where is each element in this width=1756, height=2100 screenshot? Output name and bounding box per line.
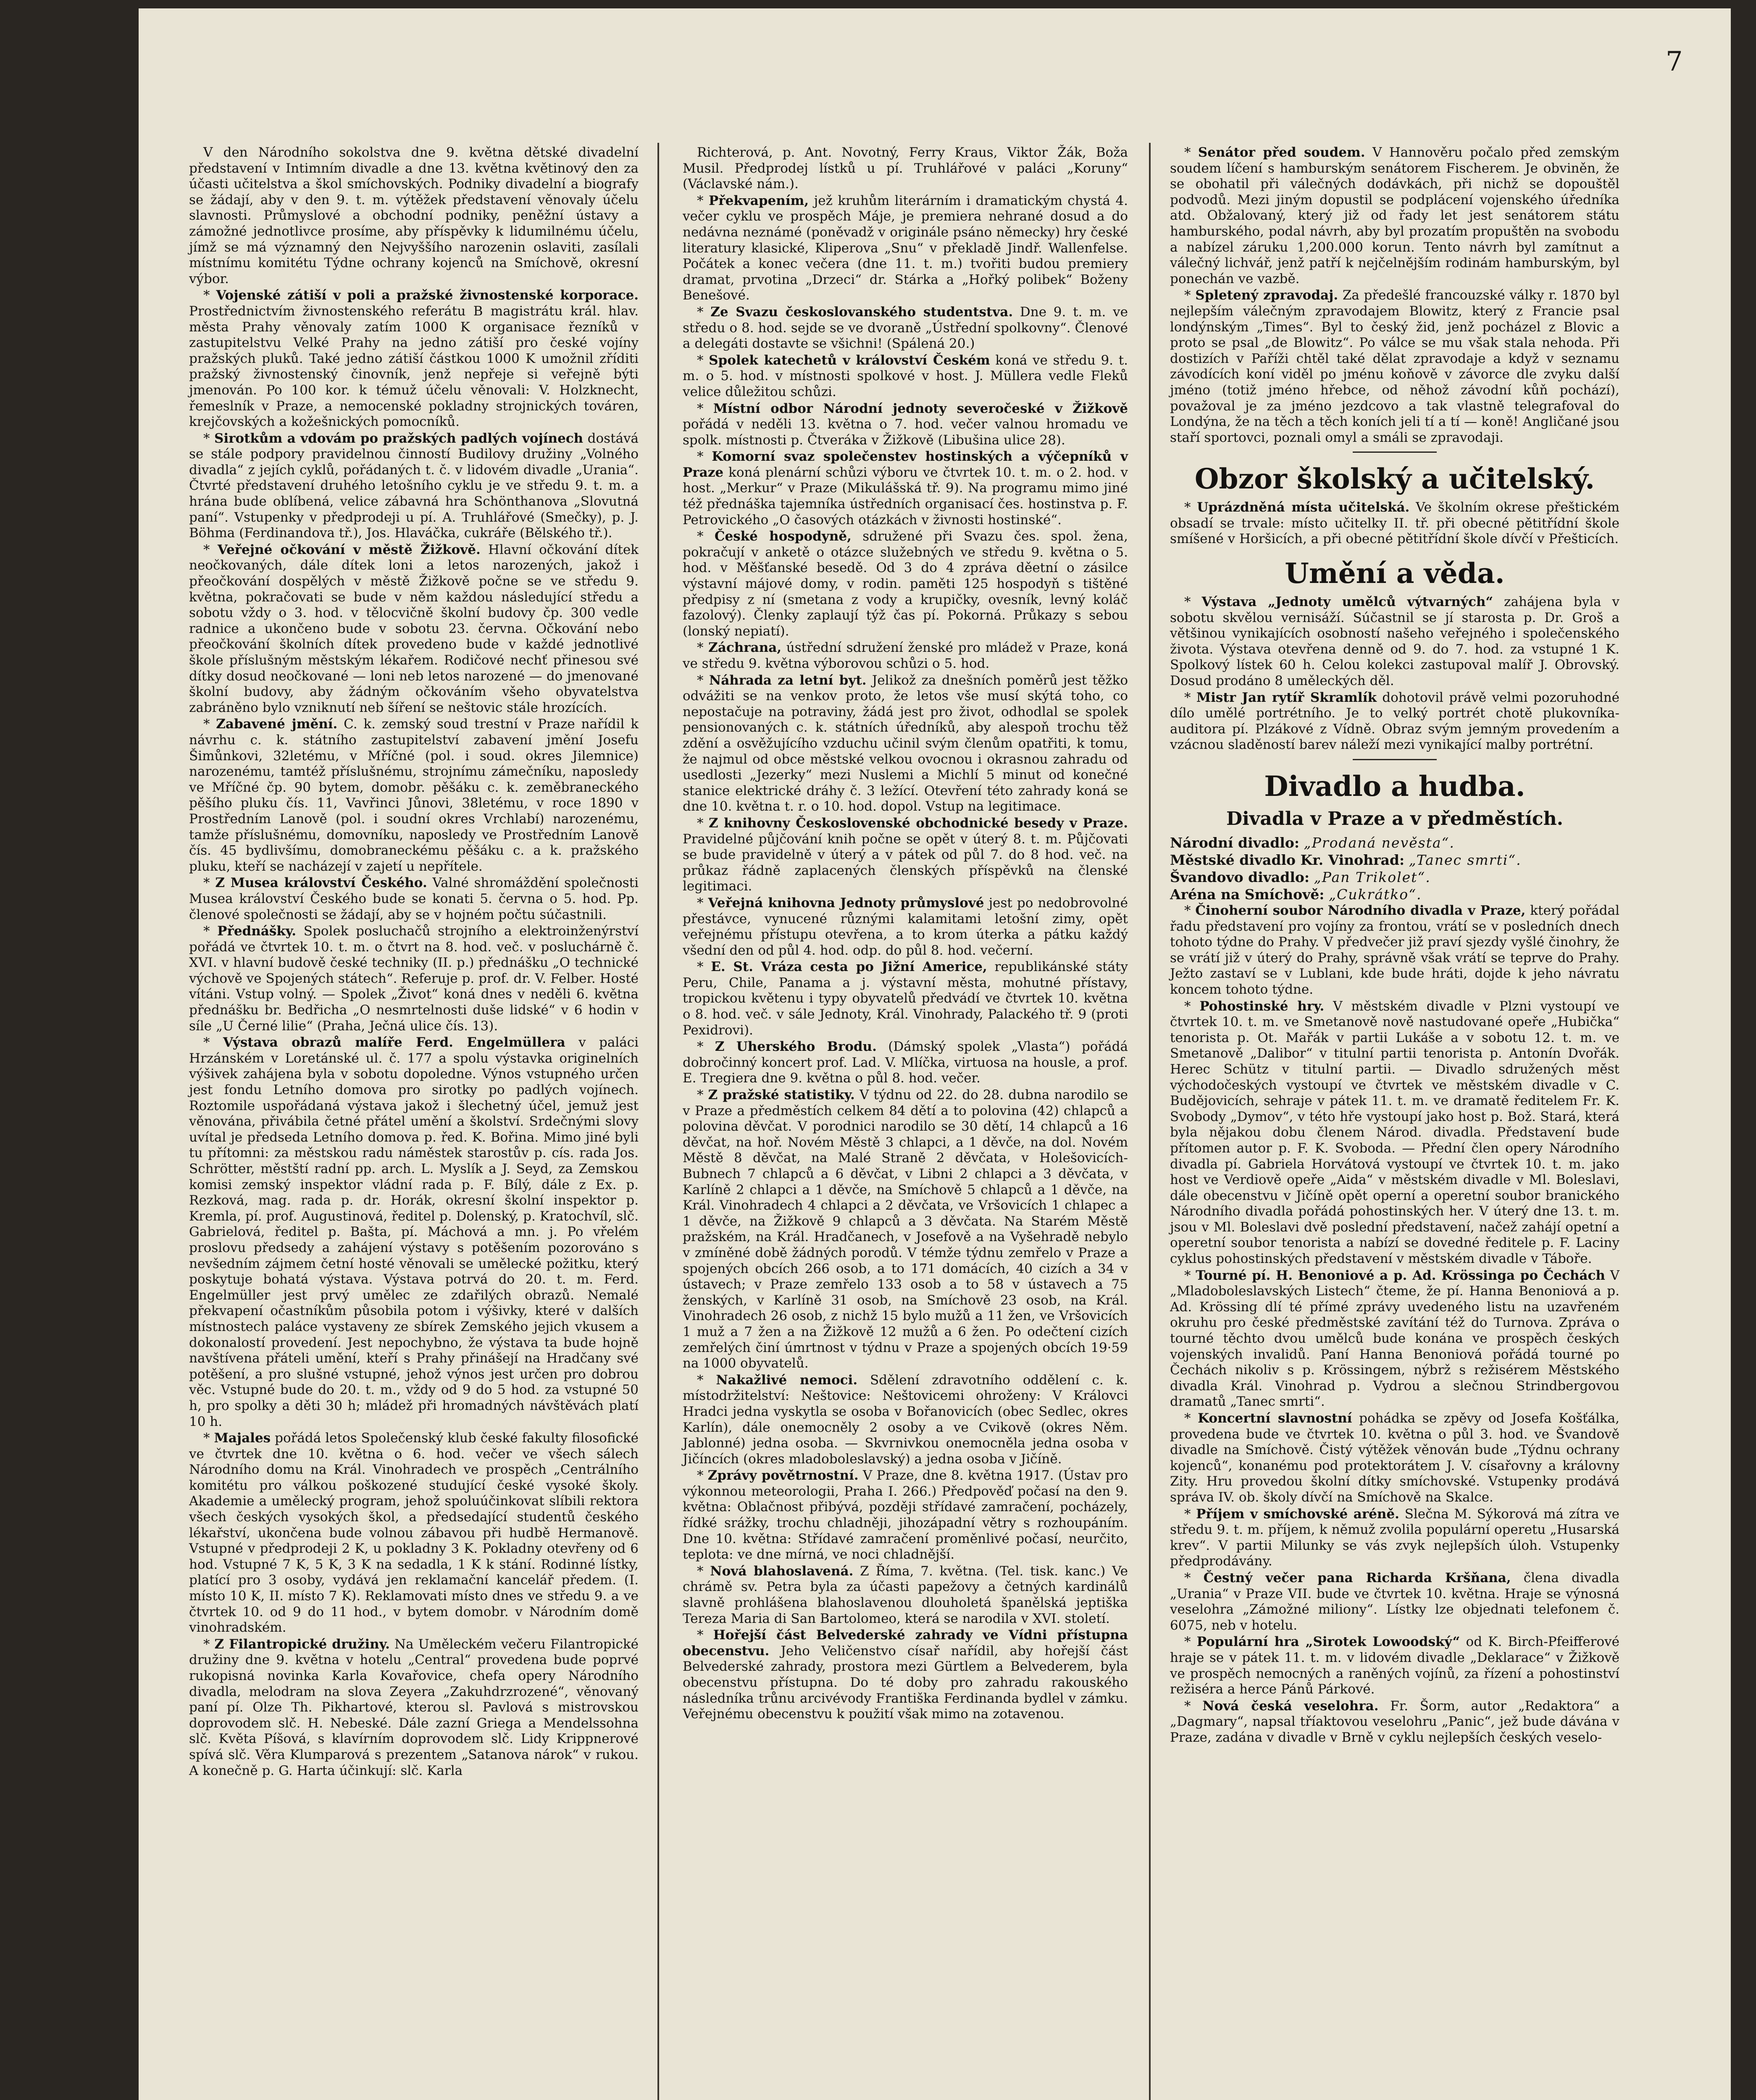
section-heading: Divadlo a hudba. [1264,770,1525,803]
news-item: * Z knihovny Československé obchodnické besedy v Praze. Pravidelné půjčování knih počne se opět v úterý 8. t. m. Půjčovati se bude pravidelně v úterý a v pátek od půl 7. do 8 hod. več. na průkaz řádně zaplacených členských příspěvků na členské legitimaci. [683,815,1128,894]
theatre-listing [1170,886,1619,903]
news-item-heading: Spletený zpravodaj. [1195,288,1338,303]
theatre-name: Aréna na Smíchově: [1170,886,1325,903]
news-item-body: Richterová, p. Ant. Novotný, Ferry Kraus, Viktor Žák, Boža Musil. Předprodej lístků u pí. Truhlářové v paláci „Koruny“ (Václavské nám.). [683,145,1128,192]
section-divider [1353,452,1437,453]
news-item: * Záchrana, ústřední sdružení ženské pro mládež v Praze, koná ve středu 9. května výborovou schůzi o 5. hod. [683,640,1128,671]
news-item-body: sdružené při Svazu čes. spol. žena, pokračují v anketě o otázce služebných ve středu 9. května o 5. hod. v Měšťanské besedě. Od 3 do 4 zpráva děetní o zásilce výstavní májové domy, v rodin. paměti 125 hospodyň s tištěné předpisy z ní (smetana z vody a krupičky, ovesník, levný koláč fazolový). Členky zaplaují týž čas pí. Pokorná. Průkazy s sebou (lonský nepiatí). [683,529,1128,639]
news-item-heading: Mistr Jan rytíř Skramlík [1196,690,1377,705]
news-item: * Sirotkům a vdovám po pražských padlých vojínech dostává se stále podpory pravidelnou činností Budilovy družiny „Volného divadla“ z jejích cyklů, pořádaných t. č. v lidovém divadle „Urania“. Čtvrté představení druhého letošního cyklu je ve středu 9. t. m. a hrána bude oblíbená, velice zábavná hra Schönthanova „Slovutná paní“. Vstupenky v předprodeji u pí. A. Truhlářové (Smečky), p. J. Böhma (Ferdinandova tř.), Jos. Hlaváčka, cukráře (Bělského tř.). [189,430,639,541]
news-item-heading: České hospodyně, [714,529,852,544]
news-item-body: pohádka se zpěvy od Josefa Košťálka, provedena bude ve čtvrtek 10. května o půl 3. hod. ve Švandově divadle na Smíchově. Čistý výtěžek věnován bude „Týdnu ochrany kojenců“, konanému pod protektorátem J. V. císařovny a královny Zity. Hru provedou školní dítky smíchovské. Vstupenky prodává správa IV. ob. školy dívčí na Smíchově na Skalce. [1170,1411,1619,1505]
news-item-heading: Náhrada za letní byt. [709,672,867,688]
theatre-listing [1170,869,1619,886]
news-item: * České hospodyně, sdružené při Svazu čes. spol. žena, pokračují v anketě o otázce služebných ve středu 9. května o 5. hod. v Měšťanské besedě. Od 3 do 4 zpráva děetní o zásilce výstavní májové domy, v rodin. paměti 125 hospodyň s tištěné předpisy z ní (smetana z vody a krupičky, ovesník, levný koláč fazolový). Členky zaplaují týž čas pí. Pokorná. Průkazy s sebou (lonský nepiatí). [683,529,1128,639]
news-item: * Činoherní soubor Národního divadla v Praze, který pořádal řadu představení pro vojíny za frontou, vrátí se v posledních dnech tohoto týdne do Prahy. V předvečer již praví sjezdy vyšlé činohry, že se vrátí již v úterý do Prahy, správně však vrátí se teprve do Prahy. Ježto zastaví se v Lublani, kde bude hráti, dojde k jeho návratu koncem tohoto týdne. [1170,903,1620,997]
news-item: * Mistr Jan rytíř Skramlík dohotovil právě velmi pozoruhodné dílo umělé portrétního. Je to velký portrét chotě plukovníka-auditora pí. Plzákové z Vídně. Obraz svým jemným provedením a vzácnou sladěností barev náleží mezi vynikající malby portrétní. [1170,690,1620,753]
news-item-body: pořádá v neděli 13. května o 7. hod. večer valnou hromadu ve spolk. místnosti p. Čtveráka v Žižkově (Libušina ulice 28). [683,417,1128,448]
news-item: * Z pražské statistiky. V týdnu od 22. do 28. dubna narodilo se v Praze a předměstích celkem 84 dětí a to polovina (42) chlapců a polovina děvčat. V porodnici narodilo se 30 dětí, 14 chlapců a 16 děvčat, na hoř. Novém Městě 3 chlapci, a 1 děvče, na dol. Novém Městě 8 děvčat, na Malé Straně 2 děvčata, v Holešovicích-Bubnech 7 chlapců a 6 děvčat, v Libni 2 chlapci a 3 děvčata, v Karlíně 2 chlapci a 1 děvče, na Smíchově 5 chlapců a 1 děvče, na Král. Vinohradech 4 chlapci a 2 děvčata, ve Vršovicích 1 chlapec a 1 děvče, na Žižkově 9 chlapců a 3 děvčata. Na Starém Městě pražském, na Král. Hradčanech, v Josefově a na Vyšehradě nebylo v zmíněné době žádných porodů. V témže týdnu zemřelo v Praze a spojených obcích 266 osob, a to 171 domácích, 40 cizích a 34 v ústavech; v Praze zemřelo 133 osob a to 58 v ústavech a 75 ženských, v Karlíně 31 osob, na Smíchově 23 osob, na Král. Vinohradech 26 osob, z nichž 15 bylo mužů a 11 žen, ve Vršovicích 1 muž a 7 žen a na Žižkově 12 mužů a 6 žen. Po odečtení cizích zemřelých činí úmrtnost v týdnu v Praze a spojených obcích 19·59 na 1000 obyvatelů. [683,1087,1128,1371]
theatre-name: Městské divadlo Kr. Vinohrad: [1170,852,1405,868]
news-item-body: Ve školním okrese přeštickém obsadí se trvale: místo učitelky II. tř. při obecné pětitřídní škole smíšené v Horšicích, a při obecné pětitřídní škole dívčí v Přešticích. [1170,500,1619,547]
news-item [683,145,1128,192]
play-title: „Prodaná nevěsta“. [1304,835,1455,851]
news-item: * Spletený zpravodaj. Za předešlé francouzské války r. 1870 byl nejlepším válečným zpravodajem Blowitz, který z Francie psal londýnským „Times“. Byl to český žid, jenž pocházel z Blovic a proto se psal „de Blowitz“. Po válce se mu však stala nehoda. Při dostizích v Paříži chtěl také dělat zpravodaje a když v seznamu závodících koní viděl po jménu koňově v závorce dle zvyku další jméno (totiž jméno hřebce, od něhož závodní kůň pochází), považoval je za jméno jezdcovo a tak vlastně telegrafoval do Londýna, že na těch a těch koních jeli tí a tí — koně! Angličané jsou staří sportovci, poznali omyl a smáli se zpravodaji. [1170,288,1620,445]
news-item-heading: Vojenské zátiší v poli a pražské živnostenské korporace. [216,288,639,303]
news-item-body: Prostřednictvím živnostenského referátu B magistrátu král. hlav. města Prahy věnovaly zatím 1000 K organisace řezníků v zastupitelstvu Velké Prahy na jedno zátiší pro české vojíny pražských pluků. Také jedno zátiší částkou 1000 K umožnil zříditi pražský živnostenský činovník, jenž nepřeje si veřejně býti jmenován. Po 100 kor. k témuž účelu věnovali: V. Holzknecht, řemeslník v Praze, a nemocenské pokladny strojnických továren, krejčovských a kožešnických pomocníků. [189,303,639,430]
news-item-heading: Výstava „Jednoty umělců výtvarných“ [1201,594,1493,610]
news-item: * Spolek katechetů v království Českém koná ve středu 9. t. m. o 5. hod. v místnosti spolkové v host. J. Müllera vedle Fleků velice důležitou schůzi. [683,352,1128,399]
news-item: * Uprázdněná místa učitelská. Ve školním okrese přeštickém obsadí se trvale: místo učitelky II. tř. při obecné pětitřídní škole smíšené v Horšicích, a při obecné pětitřídní škole dívčí v Přešticích. [1170,500,1619,547]
news-item: * Náhrada za letní byt. Jelikož za dnešních poměrů jest těžko odvážiti se na venkov proto, že letos vše musí skýtá toho, co nepostačuje na potraviny, žádá jest pro život, odhodlal se spolek pensionovaných c. k. státních úředníků, aby alespoň trochu těž zdění a osvěžujícího vzduchu učinil svým členům opatřiti, k tomu, že najmul od obce městské velkou ovocnou i okrasnou zahradu od usedlosti „Jezerky“ mezi Nuslemi a Michlí 5 minut od konečné stanice elektrické dráhy č. 3 ležící. Otevření této zahrady koná se dne 10. května t. r. o 10. hod. dopol. Vstup na legitimace. [683,672,1128,814]
news-item-heading: Spolek katechetů v království Českém [709,352,990,368]
news-item-body: ústřední sdružení ženské pro mládež v Praze, koná ve středu 9. května výborovou schůzi o 5. hod. [683,640,1128,671]
news-item-body: Pravidelné půjčování knih počne se opět v úterý 8. t. m. Půjčovati se bude pravidelně v úterý a v pátek od půl 7. do 8 hod. več. na průkaz řádně zaplacených členských příspěvků na členské legitimaci. [683,831,1128,894]
news-item-body: Za předešlé francouzské války r. 1870 byl nejlepším válečným zpravodajem Blowitz, který z Francie psal londýnským „Times“. Byl to český žid, jenž pocházel z Blovic a proto se psal „de Blowitz“. Po válce se mu však stala nehoda. Při dostizích v Paříži chtěl také dělat zpravodaje a když v seznamu závodících koní viděl po jménu koňově v závorce dle zvyku další jméno (totiž jméno hřebce, od něhož závodní kůň pochází), považoval je za jméno jezdcovo a tak vlastně telegrafoval do Londýna, že na těch a těch koních jeli tí a tí — koně! Angličané jsou staří sportovci, poznali omyl a smáli se zpravodaji. [1170,288,1620,445]
news-item-body: jest po nedobrovolné přestávce, vynucené různými kalamitami letošní zimy, opět veřejnému přístupu otevřena, a to krom úterka a pátku každý všední den od půl 4. hod. odp. do půl 8. hod. večerní. [683,895,1128,958]
news-item: * Výstava „Jednoty umělců výtvarných“ zahájena byla v sobotu skvělou vernisáží. Súčastnil se jí starosta p. Dr. Groš a většinou vynikajících osobností našeho veřejného i společenského života. Výstava otevřena denně od 9. do 7. hod. za vstupné 1 K. Spolkový lístek 60 h. Celou kolekci zastupoval malíř J. Obrovský. Dosud prodáno 8 uměleckých děl. [1170,594,1619,689]
news-item: * Z Uherského Brodu. (Dámský spolek „Vlasta“) pořádá dobročinný koncert prof. Lad. V. Mlíčka, virtuosa na housle, a prof. E. Tregiera dne 9. května o půl 8. hod. večer. [683,1039,1128,1086]
news-item-heading: Senátor před soudem. [1198,145,1365,160]
news-item-body: dostává se stále podpory pravidelnou činností Budilovy družiny „Volného divadla“ z jejích cyklů, pořádaných t. č. v lidovém divadle „Urania“. Čtvrté představení druhého letošního cyklu je ve středu 9. t. m. a hrána bude oblíbená, velice zábavná hra Schönthanova „Slovutná paní“. Vstupenky v předprodeji u pí. A. Truhlářové (Smečky), p. J. Böhma (Ferdinandova tř.), Jos. Hlaváčka, cukráře (Bělského tř.). [189,430,639,541]
news-item-body: Spolek posluchačů strojního a elektroinženýrství pořádá ve čtvrtek 10. t. m. o čtvrt na 8. hod. več. v posluchárně č. XVI. v hlavní budově české techniky (II. p.) přednášku „O technické výchově ve Spojených státech“. Referuje p. prof. dr. V. Felber. Hosté vítáni. Vstup volný. — Spolek „Život“ koná dnes v neděli 6. května přednášku br. Bedřicha „O nesmrtelnosti duše lidské“ v 6 hodin v síle „U Černé lilie“ (Praha, Ječná ulice čís. 13). [189,924,639,1034]
news-item-body: V týdnu od 22. do 28. dubna narodilo se v Praze a předměstích celkem 84 dětí a to polovina (42) chlapců a polovina děvčat. V porodnici narodilo se 30 dětí, 14 chlapců a 16 děvčat, na hoř. Novém Městě 3 chlapci, a 1 děvče, na dol. Novém Městě 8 děvčat, na Malé Straně 2 děvčata, v Holešovicích-Bubnech 7 chlapců a 6 děvčat, v Libni 2 chlapci a 3 děvčata, v Karlíně 2 chlapci a 1 děvče, na Smíchově 5 chlapců a 1 děvče, na Král. Vinohradech 4 chlapci a 2 děvčata, ve Vršovicích 1 chlapec a 1 děvče, na Žižkově 9 chlapců a 3 děvčata. Na Starém Městě pražském, na Král. Hradčanech, v Josefově a na Vyšehradě nebylo v zmíněné době žádných porodů. V témže týdnu zemřelo v Praze a spojených obcích 266 osob, a to 171 domácích, 40 cizích a 34 v ústavech; v Praze zemřelo 133 osob a to 58 v ústavech a 75 ženských, v Karlíně 31 osob, na Smíchově 23 osob, na Král. Vinohradech 26 osob, z nichž 15 bylo mužů a 11 žen, ve Vršovicích 1 muž a 7 žen a na Žižkově 12 mužů a 6 žen. Po odečtení cizích zemřelých činí úmrtnost v týdnu v Praze a spojených obcích 19·59 na 1000 obyvatelů. [683,1087,1128,1371]
paper-sheet [139,8,1731,2100]
news-item-body: (Dámský spolek „Vlasta“) pořádá dobročinný koncert prof. Lad. V. Mlíčka, virtuosa na housle, a prof. E. Tregiera dne 9. května o půl 8. hod. večer. [683,1039,1128,1086]
play-title: „Cukrátko“. [1328,886,1422,903]
news-item-body: Jeho Veličenstvo císař nařídil, aby hořejší část Belvederské zahrady, prostora mezi Gürtlem a Belvederem, byla obecenstvu přístupna. Do té doby pro zahradu rakouského následníka trůnu arcivévody Františka Ferdinanda bydlel v zámku. Veřejnému obecenstvu k použití však mimo na zotavenou. [683,1643,1128,1722]
news-item: * Ze Svazu českoslovanského studentstva. Dne 9. t. m. ve středu o 8. hod. sejde se ve dvoraně „Ústřední spolkovny“. Členové a delegáti dostavte se všichni! (Spálená 20.) [683,304,1128,352]
column-rule [657,143,659,2100]
news-item-body: který pořádal řadu představení pro vojíny za frontou, vrátí se v posledních dnech tohoto týdne do Prahy. V předvečer již praví sjezdy vyšlé činohry, že se vrátí již v úterý do Prahy, správně však vrátí se teprve do Prahy. Ježto zastaví se v Lublani, kde bude hráti, dojde k jeho návratu koncem tohoto týdne. [1170,903,1620,997]
news-item: * E. St. Vráza cesta po Jižní Americe, republikánské státy Peru, Chile, Panama a j. výstavní města, mohutné přístavy, tropickou květenu i typy obyvatelů předvádí ve čtvrtek 10. května o 8. hod. več. v sále Jednoty, Král. Vinohrady, Palackého tř. 9 (proti Pexidrovi). [683,959,1128,1038]
section-divider [1353,759,1437,760]
text-column [1170,145,1619,1746]
play-title: „Pan Trikolet“. [1314,869,1431,885]
news-item-body: Hlavní očkování dítek neočkovaných, dále dítek loni a letos narozených, jakož i přeočkování dospělých v městě Žižkově počne se ve středu 9. května, pokračovati se bude v něm každou následující středu a sobotu vždy o 3. hod. v tělocvičně školní budovy čp. 300 vedle radnice a ukončeno bude v sobotu 23. června. Očkování nebo přeočkování školních dítek provedeno bude v každé jednotlivé škole příslušným městským lékařem. Rodičové nechť přinesou své dítky dosud neočkované — loni neb letos narozené — do jmenované školní budovy, aby žádným očkováním všeho obyvatelstva zabráněno bylo vzniknutí neb šíření se neštovic stále hrozících. [189,542,639,715]
text-column [683,145,1128,1723]
news-item-body: V den Národního sokolstva dne 9. května dětské divadelní představení v Intimním divadle a dne 13. května květinový den za účasti učitelstva a škol smíchovských. Podniky divadelní a biografy se žádají, aby v den 9. t. m. výtěžek představení věnovaly účelu slavnosti. Průmyslové a obchodní podniky, peněžní ústavy a zámožné jednotlivce prosíme, aby příspěvky k lidumilnému účelu, jímž se má významný den Nejvyššího narozenin oslaviti, zasílali místnímu komitétu Týdne ochrany kojenců na Smíchově, okresní výbor. [189,145,639,286]
news-item-heading: Koncertní slavnostní [1198,1411,1352,1426]
news-item-body: koná ve středu 9. t. m. o 5. hod. v místnosti spolkové v host. J. Müllera vedle Fleků velice důležitou schůzi. [683,352,1128,399]
news-item-body: jež kruhům literárním i dramatickým chystá 4. večer cyklu ve prospěch Máje, je premiera nehrané dosud a do nedávna neznámé (poněvadž v originále psáno německy) hry české literatury klasické, Kliperova „Snu“ v překladě Jindř. Wallenfelse. Počátek a konec večera (dne 11. t. m.) tvořiti budou premiery dramat, prvotina „Drzeci“ dr. Stárka a „Hořký polibek“ Boženy Benešové. [683,193,1128,303]
news-item-heading: Veřejná knihovna Jednoty průmyslové [708,895,984,911]
news-item: * Veřejná knihovna Jednoty průmyslové jest po nedobrovolné přestávce, vynucené různými kalamitami letošní zimy, opět veřejnému přístupu otevřena, a to krom úterka a pátku každý všední den od půl 4. hod. odp. do půl 8. hod. večerní. [683,895,1128,958]
news-item-body: republikánské státy Peru, Chile, Panama a j. výstavní města, mohutné přístavy, tropickou květenu i typy obyvatelů předvádí ve čtvrtek 10. května o 8. hod. več. v sále Jednoty, Král. Vinohrady, Palackého tř. 9 (proti Pexidrovi). [683,959,1128,1038]
news-item-body: zahájena byla v sobotu skvělou vernisáží. Súčastnil se jí starosta p. Dr. Groš a většinou vynikajících osobností našeho veřejného i společenského života. Výstava otevřena denně od 9. do 7. hod. za vstupné 1 K. Spolkový lístek 60 h. Celou kolekci zastupoval malíř J. Obrovský. Dosud prodáno 8 uměleckých děl. [1170,594,1619,689]
news-item-heading: Výstava obrazů malíře Ferd. Engelmüllera [223,1035,565,1050]
news-item-heading: Čestný večer pana Richarda Kršňana, [1203,1570,1511,1586]
news-item-body: od K. Birch-Pfeifferové hraje se v pátek 11. t. m. v lidovém divadle „Deklarace“ v Žižkově ve prospěch nemocných a raněných vojínů, za řízení a pohostinství režiséra a herce Pánů Párkové. [1170,1634,1619,1697]
news-item: * Přednášky. Spolek posluchačů strojního a elektroinženýrství pořádá ve čtvrtek 10. t. m. o čtvrt na 8. hod. več. v posluchárně č. XVI. v hlavní budově české techniky (II. p.) přednášku „O technické výchově ve Spojených státech“. Referuje p. prof. dr. V. Felber. Hosté vítáni. Vstup volný. — Spolek „Život“ koná dnes v neděli 6. května přednášku br. Bedřicha „O nesmrtelnosti duše lidské“ v 6 hodin v síle „U Černé lilie“ (Praha, Ječná ulice čís. 13). [189,924,639,1034]
news-item-body: Na Uměleckém večeru Filantropické družiny dne 9. května v hotelu „Central“ provedena bude poprvé rukopisná novinka Karla Kovařovice, chefa opery Národního divadla, melodram na slova Zeyera „Zakuhdrzrozené“, věnovaný paní pí. Olze Th. Pikhartové, kterou sl. Pavlová s mistrovskou doprovodem slč. H. Nebeské. Dále zazní Griega a Mendelssohna slč. Květa Píšová, s klavírním doprovodem slč. Lidy Krippnerové spívá slč. Věra Klumparová s prezentem „Satanova nárok“ v rukou. A konečně p. G. Harta účinkují: slč. Karla [189,1636,639,1778]
news-item-body: C. k. zemský soud trestní v Praze nařídil k návrhu c. k. státního zastupitelství zabavení jmění Josefu Šimůnkovi, 32letému, v Mříčné (pol. i soud. okres Jilemnice) narozenému, tamtéž příslušnému, strojnímu zámečníku, naposledy ve Mříčné čp. 90 bytem, domobr. pěšáku c. k. zeměbraneckého pěšího pluku čís. 11, Vavřinci Jůnovi, 38letému, v roce 1890 v Prostředním Lanově (pol. i soudní okres Vrchlabí) narozenému, tamže příslušnému, domovníku, naposledy ve Prostředním Lanově čís. 45 bydlivšímu, domobraneckému pěšáku c. a k. pražského pluku, kteří se nacházejí v zajetí u nepřítele. [189,717,639,874]
news-item-heading: E. St. Vráza cesta po Jižní Americe, [711,959,987,975]
section-heading: Obzor školský a učitelský. [1194,462,1595,496]
news-item: * Zabavené jmění. C. k. zemský soud trestní v Praze nařídil k návrhu c. k. státního zastupitelství zabavení jmění Josefu Šimůnkovi, 32letému, v Mříčné (pol. i soud. okres Jilemnice) narozenému, tamtéž příslušnému, strojnímu zámečníku, naposledy ve Mříčné čp. 90 bytem, domobr. pěšáku c. k. zeměbraneckého pěšího pluku čís. 11, Vavřinci Jůnovi, 38letému, v roce 1890 v Prostředním Lanově (pol. i soudní okres Vrchlabí) narozenému, tamže příslušnému, domovníku, naposledy ve Prostředním Lanově čís. 45 bydlivšímu, domobraneckému pěšáku c. a k. pražského pluku, kteří se nacházejí v zajetí u nepřítele. [189,717,639,874]
news-item: * Překvapením, jež kruhům literárním i dramatickým chystá 4. večer cyklu ve prospěch Máje, je premiera nehrané dosud a do nedávna neznámé (poněvadž v originále psáno německy) hry české literatury klasické, Kliperova „Snu“ v překladě Jindř. Wallenfelse. Počátek a konec večera (dne 11. t. m.) tvořiti budou premiery dramat, prvotina „Drzeci“ dr. Stárka a „Hořký polibek“ Boženy Benešové. [683,193,1128,303]
news-item-body: koná plenární schůzi výboru ve čtvrtek 10. t. m. o 2. hod. v host. „Merkur“ v Praze (Mikulášská tř. 9). Na programu mimo jiné též přednáška tajemníka ústředních organisací čes. hostinstva p. F. Petrovického „O časových otázkách v živnosti hostinské“. [683,465,1128,528]
news-item: * Koncertní slavnostní pohádka se zpěvy od Josefa Košťálka, provedena bude ve čtvrtek 10. května o půl 3. hod. ve Švandově divadle na Smíchově. Čistý výtěžek věnován bude „Týdnu ochrany kojenců“, konanému pod protektorátem J. V. císařovny a královny Zity. Hru provedou školní dítky smíchovské. Vstupenky prodává správa IV. ob. školy dívčí na Smíchově na Skalce. [1170,1411,1619,1505]
news-item-body: V Praze, dne 8. května 1917. (Ústav pro výkonnou meteorologii, Praha I. 266.) Předpověď počasí na den 9. května: Oblačnost přibývá, později střídavé zamračení, pocházely, řídké srážky, trochu chladněji, jihozápadní větry s rozhoupáním. Dne 10. května: Střídavé zamračení proměnlivé počasí, neurčito, teplota: ve dne mírná, ve noci chladnější. [683,1468,1128,1562]
news-item-heading: Pohostinské hry. [1199,998,1325,1014]
news-item: * Majales pořádá letos Společenský klub české fakulty filosofické ve čtvrtek dne 10. května o 6. hod. večer ve všech sálech Národního domu na Král. Vinohradech ve prospěch „Centrálního komitétu pro válkou poškozené studující české vysoké školy. Akademie a umělecký program, jehož spoluúčinkovat slíbili rektora všech českých vysokých škol, a předsedající studentů českého lékařství, ukončena bude volnou zábavou při hudbě Hermanově. Vstupné v předprodeji 2 K, u pokladny 3 K. Pokladny otevřeny od 6 hod. Vstupné 7 K, 5 K, 3 K na sedadla, 1 K k stání. Rodinné lístky, platící pro 3 osoby, vydává jen reklamační kancelář předem. (I. místo 10 K, II. místo 7 K). Reklamovati místo dnes ve středu 9. a ve čtvrtek 10. od 9 do 11 hod., v bytem domobr. v Národním domě vinohradském. [189,1431,639,1635]
news-item-heading: Překvapením, [708,193,809,208]
theatre-name: Národní divadlo: [1170,835,1300,851]
news-item-heading: Majales [214,1431,271,1446]
news-item: * Nakažlivé nemoci. Sdělení zdravotního oddělení c. k. místodržitelství: Neštovice: Neštovicemi ohroženy: V Královci Hradci jedna vyskytla se osoba v Bořanovicích (obec Sedlec, okres Karlín), dále onemocněly 2 osoby a ve Cvikově (okres Něm. Jablonné) jedna osoba. — Skvrnivkou onemocněla jedna osoba v Jičíncích (okres mladoboleslavský) a jedna osoba v Jičíně. [683,1372,1128,1467]
play-title: „Tanec smrti“. [1409,852,1522,868]
news-item-heading: Zabavené jmění. [216,717,338,732]
news-item-body: Slečna M. Sýkorová má zítra ve středu 9. t. m. příjem, k němuž zvolila populární operetu „Husarská krev“. V partii Milunky se vás zvyk nejlepších úloh. Vstupenky předprodávány. [1170,1506,1619,1569]
news-item-body: člena divadla „Urania“ v Praze VII. bude ve čtvrtek 10. května. Hraje se výnosná veselohra „Zámožné miliony“. Lístky lze objednati telefonem č. 6075, neb v hotelu. [1170,1570,1619,1633]
news-item-heading: Komorní svaz společenstev hostinských a výčepníků v Praze [683,449,1128,480]
news-item-body: V Hannověru počalo před zemským soudem líčení s hamburským senátorem Fischerem. Je obviněn, že se obohatil při válečných dodávkách, při nichž se dopouštěl podvodů. Mezi jiným dopustil se podplácení vojenského úředníka atd. Obžalovaný, který již od řady let jest senátorem státu hamburského, podal návrh, aby byl prozatím propuštěn na svobodu a nabízel záruku 1,200.000 korun. Tento návrh byl zamítnut a válečný lichvář, jenž patří k nejčelnějším rodinám hamburským, byl ponechán ve vazbě. [1170,145,1620,286]
news-item-body: V městském divadle v Plzni vystoupí ve čtvrtek 10. t. m. ve Smetanově nově nastudované opeře „Hubička“ tenorista p. Ot. Mařák v partii Lukáše a v sobotu 12. t. m. ve Smetanově „Dalibor“ v titulní partii tenorista p. Antonín Dvořák. Herec Schütz v titulní partii. — Divadlo sdružených měst východočeských vystoupí ve čtvrtek ve městském divadle v C. Budějovicích, sehraje v pátek 11. t. m. ve dramatě ředitelem Fr. K. Svobody „Dymov“, v této hře vystoupí jako host p. Bož. Stará, která byla nějakou dobu členem Národ. divadla. Představení bude přítomen autor p. F. K. Svoboda. — Přední člen opery Národního divadla pí. Gabriela Horvátová vystoupí ve čtvrtek 10. t. m. jako host ve Verdiově opeře „Aida“ v městském divadle v Ml. Boleslavi, dále obecenstvu v Jičíně opět operní a operetní soubor branického Národního divadla pořádá pohostinských her. V úterý dne 13. t. m. jsou v Ml. Boleslavi dvě poslední představení, načež zahájí opetní a operetní soubor tenorista a nabízí se dovedné ředitele p. F. Laciny cyklus pohostinských představení v městském divadle v Táboře. [1170,998,1619,1267]
news-item: * Populární hra „Sirotek Lowoodský“ od K. Birch-Pfeifferové hraje se v pátek 11. t. m. v lidovém divadle „Deklarace“ v Žižkově ve prospěch nemocných a raněných vojínů, za řízení a pohostinství režiséra a herce Pánů Párkové. [1170,1634,1619,1697]
news-item-heading: Příjem v smíchovské aréně. [1196,1506,1399,1522]
news-item-heading: Uprázdněná místa učitelská. [1197,500,1410,515]
page-number: 7 [1666,46,1683,77]
news-item-heading: Z pražské statistiky. [708,1087,855,1103]
news-item-body: Z Říma, 7. května. (Tel. tisk. kanc.) Ve chrámě sv. Petra byla za účasti papežovy a četných kardinálů slavně prohlášena blahoslavenou dlouholetá španělská jeptiška Tereza Maria di San Bartolomeo, která se narodila v XVI. století. [683,1563,1128,1626]
news-item-body: Jelikož za dnešních poměrů jest těžko odvážiti se na venkov proto, že letos vše musí skýtá toho, co nepostačuje na potraviny, žádá jest pro život, odhodlal se spolek pensionovaných c. k. státních úředníků, aby alespoň trochu těž zdění a osvěžujícího vzduchu učinil svým členům opatřiti, k tomu, že najmul od obce městské velkou ovocnou i okrasnou zahradu od usedlosti „Jezerky“ mezi Nuslemi a Michlí 5 minut od konečné stanice elektrické dráhy č. 3 ležící. Otevření této zahrady koná se dne 10. května t. r. o 10. hod. dopol. Vstup na legitimace. [683,672,1128,814]
news-item: * Senátor před soudem. V Hannověru počalo před zemským soudem líčení s hamburským senátorem Fischerem. Je obviněn, že se obohatil při válečných dodávkách, při nichž se dopouštěl podvodů. Mezi jiným dopustil se podplácení vojenského úředníka atd. Obžalovaný, který již od řady let jest senátorem státu hamburského, podal návrh, aby byl prozatím propuštěn na svobodu a nabízel záruku 1,200.000 korun. Tento návrh byl zamítnut a válečný lichvář, jenž patří k nejčelnějším rodinám hamburským, byl ponechán ve vazbě. [1170,145,1620,286]
news-item-body: Dne 9. t. m. ve středu o 8. hod. sejde se ve dvoraně „Ústřední spolkovny“. Členové a delegáti dostavte se všichni! (Spálená 20.) [683,304,1128,352]
news-item-heading: Přednášky. [217,924,297,939]
theatre-listing [1170,834,1619,851]
news-item: * Tourné pí. H. Benoniové a p. Ad. Krössinga po Čechách V „Mladoboleslavských Listech“ čteme, že pí. Hanna Benoniová a p. Ad. Krössing dlí té přímé zprávy uvedeného listu na uzavřeném okruhu pro české předměstské zavítání též do Turnova. Zpráva o tourné těchto dvou umělců bude konána ve prospěch českých vojenských invalidů. Paní Hanna Benoniová pořádá tourné po Čechách nikoliv s p. Krössingem, nýbrž s režisérem Městského divadla Král. Vinohrad p. Vydrou a slečnou Strindbergovou dramatů „Tanec smrti“. [1170,1268,1620,1410]
news-item-heading: Nová česká veselohra. [1202,1698,1379,1714]
news-item: * Nová blahoslavená. Z Říma, 7. května. (Tel. tisk. kanc.) Ve chrámě sv. Petra byla za účasti papežovy a četných kardinálů slavně prohlášena blahoslavenou dlouholetá španělská jeptiška Tereza Maria di San Bartolomeo, která se narodila v XVI. století. [683,1563,1128,1626]
section-heading: Umění a věda. [1285,557,1505,590]
news-item-heading: Hořejší část Belvederské zahrady ve Vídni přístupna obecenstvu. [683,1628,1128,1659]
news-item-body: V „Mladoboleslavských Listech“ čteme, že pí. Hanna Benoniová a p. Ad. Krössing dlí té přímé zprávy uvedeného listu na uzavřeném okruhu pro české předměstské zavítání též do Turnova. Zpráva o tourné těchto dvou umělců bude konána ve prospěch českých vojenských invalidů. Paní Hanna Benoniová pořádá tourné po Čechách nikoliv s p. Krössingem, nýbrž s režisérem Městského divadla Král. Vinohrad p. Vydrou a slečnou Strindbergovou dramatů „Tanec smrti“. [1170,1268,1620,1410]
news-item: * Zprávy povětrnostní. V Praze, dne 8. května 1917. (Ústav pro výkonnou meteorologii, Praha I. 266.) Předpověď počasí na den 9. května: Oblačnost přibývá, později střídavé zamračení, pocházely, řídké srážky, trochu chladněji, jihozápadní větry s rozhoupáním. Dne 10. května: Střídavé zamračení proměnlivé počasí, neurčito, teplota: ve dne mírná, ve noci chladnější. [683,1468,1128,1562]
news-item: * Hořejší část Belvederské zahrady ve Vídni přístupna obecenstvu. Jeho Veličenstvo císař nařídil, aby hořejší část Belvederské zahrady, prostora mezi Gürtlem a Belvederem, byla obecenstvu přístupna. Do té doby pro zahradu rakouského následníka trůnu arcivévody Františka Ferdinanda bydlel v zámku. Veřejnému obecenstvu k použití však mimo na zotavenou. [683,1628,1128,1722]
news-item: * Veřejné očkování v městě Žižkově. Hlavní očkování dítek neočkovaných, dále dítek loni a letos narozených, jakož i přeočkování dospělých v městě Žižkově počne se ve středu 9. května, pokračovati se bude v něm každou následující středu a sobotu vždy o 3. hod. v tělocvičně školní budovy čp. 300 vedle radnice a ukončeno bude v sobotu 23. června. Očkování nebo přeočkování školních dítek provedeno bude v každé jednotlivé škole příslušným městským lékařem. Rodičové nechť přinesou své dítky dosud neočkované — loni neb letos narozené — do jmenované školní budovy, aby žádným očkováním všeho obyvatelstva zabráněno bylo vzniknutí neb šíření se neštovic stále hrozících. [189,542,639,715]
news-item: * Pohostinské hry. V městském divadle v Plzni vystoupí ve čtvrtek 10. t. m. ve Smetanově nově nastudované opeře „Hubička“ tenorista p. Ot. Mařák v partii Lukáše a v sobotu 12. t. m. ve Smetanově „Dalibor“ v titulní partii tenorista p. Antonín Dvořák. Herec Schütz v titulní partii. — Divadlo sdružených měst východočeských vystoupí ve čtvrtek ve městském divadle v C. Budějovicích, sehraje v pátek 11. t. m. ve dramatě ředitelem Fr. K. Svobody „Dymov“, v této hře vystoupí jako host p. Bož. Stará, která byla nějakou dobu členem Národ. divadla. Představení bude přítomen autor p. F. K. Svoboda. — Přední člen opery Národního divadla pí. Gabriela Horvátová vystoupí ve čtvrtek 10. t. m. jako host ve Verdiově opeře „Aida“ v městském divadle v Ml. Boleslavi, dále obecenstvu v Jičíně opět operní a operetní soubor branického Národního divadla pořádá pohostinských her. V úterý dne 13. t. m. jsou v Ml. Boleslavi dvě poslední představení, načež zahájí opetní a operetní soubor tenorista a nabízí se dovedné ředitele p. F. Laciny cyklus pohostinských představení v městském divadle v Táboře. [1170,998,1619,1267]
news-item-heading: Ze Svazu českoslovanského studentstva. [710,304,1013,320]
news-item-body: pořádá letos Společenský klub české fakulty filosofické ve čtvrtek dne 10. května o 6. hod. večer ve všech sálech Národního domu na Král. Vinohradech ve prospěch „Centrálního komitétu pro válkou poškozené studující české vysoké školy. Akademie a umělecký program, jehož spoluúčinkovat slíbili rektora všech českých vysokých škol, a předsedající studentů českého lékařství, ukončena bude volnou zábavou při hudbě Hermanově. Vstupné v předprodeji 2 K, u pokladny 3 K. Pokladny otevřeny od 6 hod. Vstupné 7 K, 5 K, 3 K na sedadla, 1 K k stání. Rodinné lístky, platící pro 3 osoby, vydává jen reklamační kancelář předem. (I. místo 10 K, II. místo 7 K). Reklamovati místo dnes ve středu 9. a ve čtvrtek 10. od 9 do 11 hod., v bytem domobr. v Národním domě vinohradském. [189,1431,639,1635]
news-item-heading: Veřejné očkování v městě Žižkově. [217,542,481,557]
news-item-heading: Z knihovny Československé obchodnické besedy v Praze. [708,815,1128,831]
news-item-body: Fr. Šorm, autor „Redaktora“ a „Dagmary“, napsal tříaktovou veselohru „Panic“, jež bude dávána v Praze, zadána v divadle v Brně v cyklu nejlepších českých veselo- [1170,1698,1620,1745]
news-item-heading: Z Filantropické družiny. [214,1636,390,1652]
theatre-listing [1170,851,1619,869]
news-item: * Čestný večer pana Richarda Kršňana, člena divadla „Urania“ v Praze VII. bude ve čtvrtek 10. května. Hraje se výnosná veselohra „Zámožné miliony“. Lístky lze objednati telefonem č. 6075, neb v hotelu. [1170,1570,1619,1633]
news-item-heading: Z Musea království Českého. [215,875,427,891]
news-item-heading: Tourné pí. H. Benoniové a p. Ad. Krössinga po Čechách [1196,1268,1605,1283]
news-item-heading: Z Uherského Brodu. [715,1039,877,1055]
news-item: * Komorní svaz společenstev hostinských a výčepníků v Praze koná plenární schůzi výboru ve čtvrtek 10. t. m. o 2. hod. v host. „Merkur“ v Praze (Mikulášská tř. 9). Na programu mimo jiné též přednáška tajemníka ústředních organisací čes. hostinstva p. F. Petrovického „O časových otázkách v živnosti hostinské“. [683,449,1128,528]
news-item-heading: Činoherní soubor Národního divadla v Praze, [1195,903,1526,918]
news-item [189,145,639,287]
news-item-heading: Nová blahoslavená. [710,1563,854,1579]
news-item: * Výstava obrazů malíře Ferd. Engelmüllera v paláci Hrzánském v Loretánské ul. č. 177 a spolu výstavka originelních výšivek zahájena byla v sobotu dopoledne. Výnos vstupného určen jest fondu Letního domova pro sirotky po padlých vojínech. Roztomile uspořádaná výstava jakož i šlechetný účel, jemuž jest věnována, přivábila četné přátel umění a školství. Srdečnými slovy uvítal je předseda Letního domova p. řed. K. Bořina. Mimo jiné byli tu přítomni: za městskou radu náměstek starostův p. cís. rada Jos. Schrötter, městští radní pp. arch. L. Myslík a J. Seyd, za Zemskou komisi zemský inspektor vládní rada p. F. Bílý, dále z Ex. p. Rezková, mag. rada p. dr. Horák, okresní školní inspektor p. Kremla, pí. prof. Augustinová, ředitel p. Dolenský, p. Kratochvíl, slč. Gabrielová, ředitel p. Bašta, pí. Máchová a mn. j. Po vřelém proslovu předsedy a zahájení výstavy s potěšením pozorováno s nevšedním zájmem četní hosté věnovali se umělecké požitku, který poskytuje bohatá výstava. Výstava potrvá do 20. t. m. Ferd. Engelmüller jest prvý umělec ze zdařilých obrazů. Nemalé překvapení očastníkům působila potom i výšivky, které v dalších místnostech paláce vystaveny ze sbírek Zemského jejich vkusem a dokonalostí provedení. Jest nepochybno, že výstava ta bude hojně navštívena přáteli umění, kteří s Prahy přinášejí na Hradčany své potěšení, a pro slušné vstupné, jehož výnos jest určen pro dobrou věc. Vstupné bude do 20. t. m., vždy od 9 do 5 hod. za vstupné 50 h, pro spolky a děti 30 h; mládež při hromadných návštěvách platí 10 h. [189,1035,639,1429]
news-item-heading: Populární hra „Sirotek Lowoodský“ [1196,1634,1460,1650]
news-item-body: Sdělení zdravotního oddělení c. k. místodržitelství: Neštovice: Neštovicemi ohroženy: V Královci Hradci jedna vyskytla se osoba v Bořanovicích (obec Sedlec, okres Karlín), dále onemocněly 2 osoby a ve Cvikově (okres Něm. Jablonné) jedna osoba. — Skvrnivkou onemocněla jedna osoba v Jičíncích (okres mladoboleslavský) a jedna osoba v Jičíně. [683,1372,1128,1467]
news-item: * Vojenské zátiší v poli a pražské živnostenské korporace. Prostřednictvím živnostenského referátu B magistrátu král. hlav. města Prahy věnovaly zatím 1000 K organisace řezníků v zastupitelstvu Velké Prahy na jedno zátiší pro české vojíny pražských pluků. Také jedno zátiší částkou 1000 K umožnil zříditi pražský živnostenský činovník, jenž nepřeje si veřejně býti jmenován. Po 100 kor. k témuž účelu věnovali: V. Holzknecht, řemeslník v Praze, a nemocenské pokladny strojnických továren, krejčovských a kožešnických pomocníků. [189,288,639,430]
text-column [189,145,639,1780]
theatre-name: Švandovo divadlo: [1170,869,1310,885]
subsection-heading: Divadla v Praze a v předměstích. [1226,808,1564,830]
news-item-body: dohotovil právě velmi pozoruhodné dílo umělé portrétního. Je to velký portrét chotě plukovníka-auditora pí. Plzákové z Vídně. Obraz svým jemným provedením a vzácnou sladěností barev náleží mezi vynikající malby portrétní. [1170,690,1620,753]
column-rule [1149,143,1151,2100]
news-item-heading: Nakažlivé nemoci. [716,1372,858,1388]
news-item-body: Valné shromáždění společnosti Musea království Českého bude se konati 5. června o 5. hod. Pp. členové společnosti se žádají, aby se v hojném počtu súčastnili. [189,875,639,922]
news-item-body: v paláci Hrzánském v Loretánské ul. č. 177 a spolu výstavka originelních výšivek zahájena byla v sobotu dopoledne. Výnos vstupného určen jest fondu Letního domova pro sirotky po padlých vojínech. Roztomile uspořádaná výstava jakož i šlechetný účel, jemuž jest věnována, přivábila četné přátel umění a školství. Srdečnými slovy uvítal je předseda Letního domova p. řed. K. Bořina. Mimo jiné byli tu přítomni: za městskou radu náměstek starostův p. cís. rada Jos. Schrötter, městští radní pp. arch. L. Myslík a J. Seyd, za Zemskou komisi zemský inspektor vládní rada p. F. Bílý, dále z Ex. p. Rezková, mag. rada p. dr. Horák, okresní školní inspektor p. Kremla, pí. prof. Augustinová, ředitel p. Dolenský, p. Kratochvíl, slč. Gabrielová, ředitel p. Bašta, pí. Máchová a mn. j. Po vřelém proslovu předsedy a zahájení výstavy s potěšením pozorováno s nevšedním zájmem četní hosté věnovali se umělecké požitku, který poskytuje bohatá výstava. Výstava potrvá do 20. t. m. Ferd. Engelmüller jest prvý umělec ze zdařilých obrazů. Nemalé překvapení očastníkům působila potom i výšivky, které v dalších místnostech paláce vystaveny ze sbírek Zemského jejich vkusem a dokonalostí provedení. Jest nepochybno, že výstava ta bude hojně navštívena přáteli umění, kteří s Prahy přinášejí na Hradčany své potěšení, a pro slušné vstupné, jehož výnos jest určen pro dobrou věc. Vstupné bude do 20. t. m., vždy od 9 do 5 hod. za vstupné 50 h, pro spolky a děti 30 h; mládež při hromadných návštěvách platí 10 h. [189,1035,639,1429]
news-item: * Místní odbor Národní jednoty severočeské v Žižkově pořádá v neděli 13. května o 7. hod. večer valnou hromadu ve spolk. místnosti p. Čtveráka v Žižkově (Libušina ulice 28). [683,401,1128,448]
news-item-heading: Sirotkům a vdovám po pražských padlých vojínech [214,430,584,446]
news-item-heading: Místní odbor Národní jednoty severočeské v Žižkově [713,401,1128,416]
news-item-heading: Zprávy povětrnostní. [707,1468,859,1483]
news-item: * Příjem v smíchovské aréně. Slečna M. Sýkorová má zítra ve středu 9. t. m. příjem, k němuž zvolila populární operetu „Husarská krev“. V partii Milunky se vás zvyk nejlepších úloh. Vstupenky předprodávány. [1170,1506,1619,1569]
news-item: * Nová česká veselohra. Fr. Šorm, autor „Redaktora“ a „Dagmary“, napsal tříaktovou veselohru „Panic“, jež bude dávána v Praze, zadána v divadle v Brně v cyklu nejlepších českých veselo- [1170,1698,1620,1745]
news-item: * Z Filantropické družiny. Na Uměleckém večeru Filantropické družiny dne 9. května v hotelu „Central“ provedena bude poprvé rukopisná novinka Karla Kovařovice, chefa opery Národního divadla, melodram na slova Zeyera „Zakuhdrzrozené“, věnovaný paní pí. Olze Th. Pikhartové, kterou sl. Pavlová s mistrovskou doprovodem slč. H. Nebeské. Dále zazní Griega a Mendelssohna slč. Květa Píšová, s klavírním doprovodem slč. Lidy Krippnerové spívá slč. Věra Klumparová s prezentem „Satanova nárok“ v rukou. A konečně p. G. Harta účinkují: slč. Karla [189,1636,639,1778]
news-item-heading: Záchrana, [708,640,782,656]
news-item: * Z Musea království Českého. Valné shromáždění společnosti Musea království Českého bude se konati 5. června o 5. hod. Pp. členové společnosti se žádají, aby se v hojném počtu súčastnili. [189,875,639,922]
